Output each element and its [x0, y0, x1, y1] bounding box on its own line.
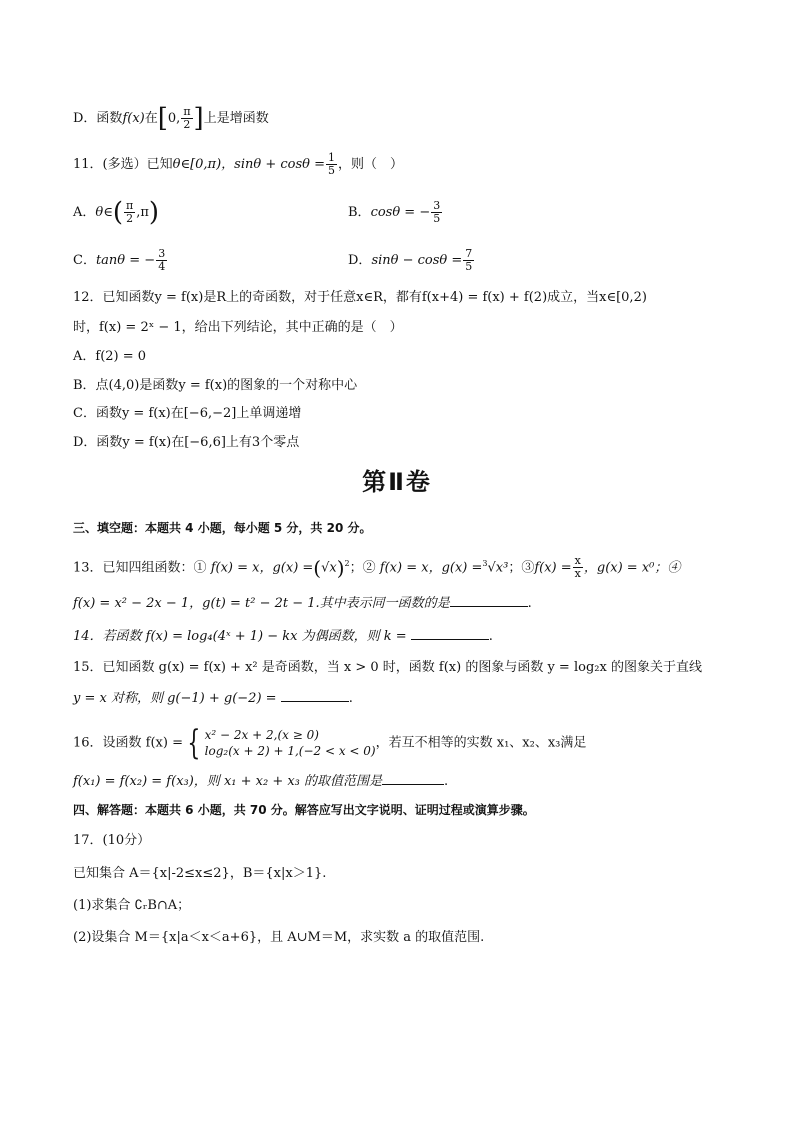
q11-option-b: B．cosθ = − $\frac{3}{5}$: [348, 199, 441, 225]
q15-line2: y = x 对称，则 g(−1) + g(−2) = .: [73, 687, 353, 709]
q11-option-c: C．tanθ = − $\frac{3}{4}$: [73, 247, 166, 273]
q12-option-b: B．点(4,0)是函数y = f(x)的图象的一个对称中心: [73, 378, 358, 393]
part-4-heading: 四、解答题：本题共 6 小题，共 70 分。解答应写出文字说明、证明过程或演算步骤。: [73, 803, 535, 817]
q17-part-1: (1)求集合 ∁ᵣB∩A；: [73, 898, 191, 913]
q15-answer-blank: [281, 687, 349, 702]
q13-line1: 13．已知四组函数：① f(x) = x，$g(x) =(√x)^2$；② f(x) = x，g(x) =$^3$√x³；③f(x) = $\frac{x}{x}$ ，g(x) = x⁰；④: [73, 554, 681, 581]
part-3-heading: 三、填空题：本题共 4 小题，每小题 5 分，共 20 分。: [73, 521, 372, 535]
q12-stem-line2: 时，f(x) = 2ˣ − 1，给出下列结论，其中正确的是（ ）: [73, 320, 403, 335]
q13-line2: f(x) = x² − 2x − 1，g(t) = t² − 2t − 1.其中表示同一函数的是 .: [73, 592, 532, 614]
q16-answer-blank: [382, 770, 444, 785]
q11-stem: 11．(多选）已知θ∈[0,π)，sinθ + cosθ = $\frac{1}{5}$ ，则（ ）: [73, 151, 403, 177]
q12-option-d: D．函数y = f(x)在[−6,6]上有3个零点: [73, 435, 300, 450]
q12-stem-line1: 12．已知函数y = f(x)是R上的奇函数，对于任意x∈R，都有f(x+4) = f(x) + f(2)成立，当x∈[0,2): [73, 290, 647, 305]
q13-answer-blank: [450, 592, 528, 607]
q17-given: 已知集合 A＝{x|-2≤x≤2}，B＝{x|x＞1}.: [73, 866, 327, 881]
section-2-title: 第Ⅱ卷: [362, 468, 432, 496]
q11-option-d: D．sinθ − cosθ = $\frac{7}{5}$: [348, 247, 473, 273]
q14-answer-blank: [411, 625, 489, 640]
q12-option-c: C．函数y = f(x)在[−6,−2]上单调递增: [73, 406, 302, 421]
q16-line1: 16．设函数 f(x) = { x² − 2x + 2,(x ≥ 0) log₂(x + 2) + 1,(−2 < x < 0) ，若互不相等的实数 x₁、x₂、x₃满足: [73, 723, 587, 763]
q17-part-2: (2)设集合 M＝{x|a＜x＜a+6}，且 A∪M＝M，求实数 a 的取值范围.: [73, 930, 485, 945]
q14-line: 14．若函数 f(x) = log₄(4ˣ + 1) − kx 为偶函数，则 k = .: [73, 625, 493, 647]
q15-line1: 15．已知函数 g(x) = f(x) + x² 是奇函数，当 x > 0 时，函数 f(x) 的图象与函数 y = log₂x 的图象关于直线: [73, 660, 702, 675]
q17-label: 17．(10分）: [73, 833, 151, 848]
q11-option-a: A．θ∈( $\frac{\pi}{2}$ ,π): [73, 197, 160, 228]
q16-line2: f(x₁) = f(x₂) = f(x₃)，则 x₁ + x₂ + x₃ 的取值范围是 .: [73, 770, 448, 792]
q12-option-a: A．f(2) = 0: [73, 349, 147, 364]
q10-option-d: D．函数f(x)在[0, $\frac{\pi}{2}$ ]上是增函数: [73, 103, 269, 134]
